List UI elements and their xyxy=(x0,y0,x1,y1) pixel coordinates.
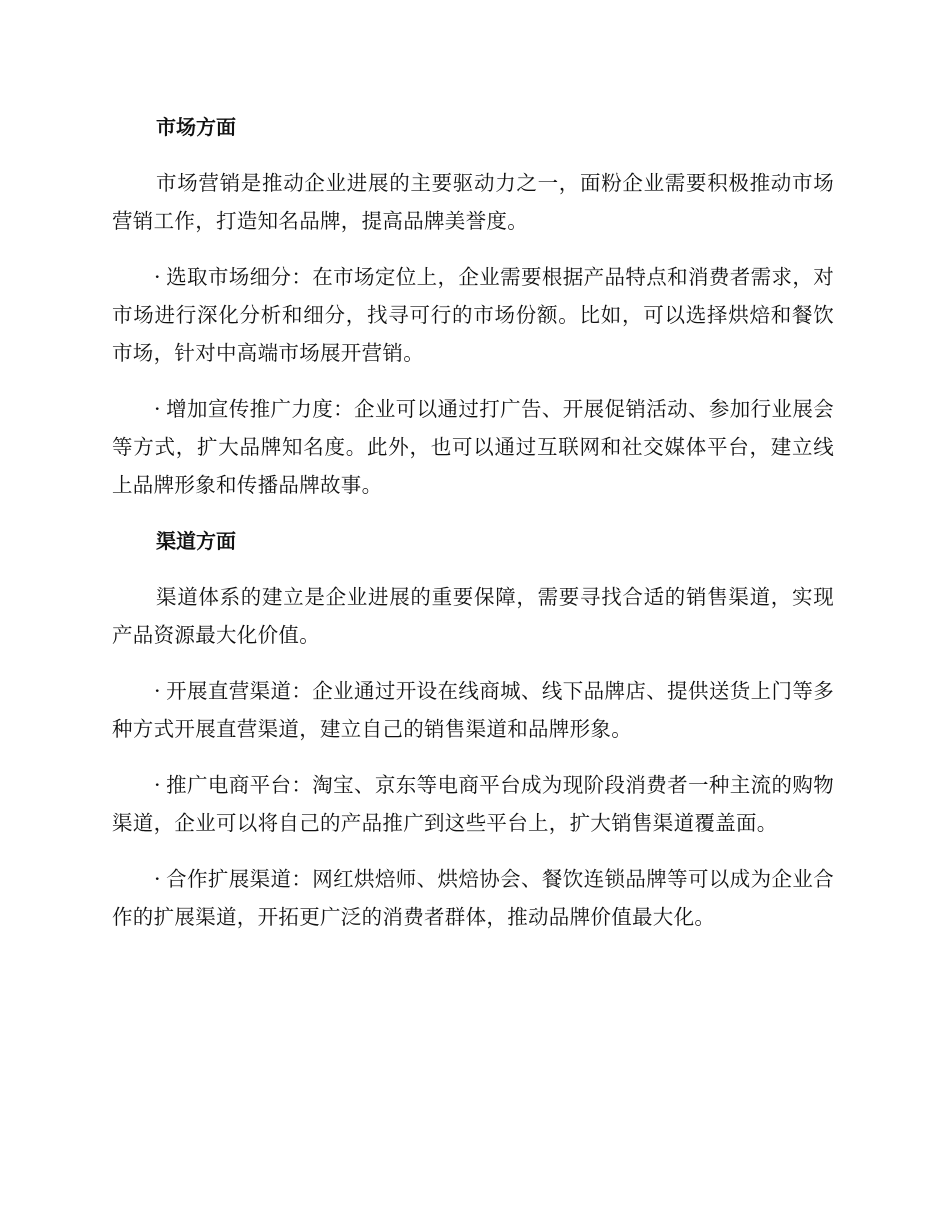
section-channel xyxy=(112,522,834,936)
bullet-paragraph xyxy=(112,672,834,748)
bullet-dot: · xyxy=(154,773,161,797)
bullet-text: 推广电商平台：淘宝、京东等电商平台成为现阶段消费者一种主流的购物渠道，企业可以将自己的产品推广到这些平台上，扩大销售渠道覆盖面。 xyxy=(112,773,834,835)
section-heading: 市场方面 xyxy=(156,115,236,139)
bullet-paragraph xyxy=(112,766,834,842)
bullet-dot: · xyxy=(154,679,161,703)
bullet-dot: · xyxy=(154,867,161,891)
bullet-text: 增加宣传推广力度：企业可以通过打广告、开展促销活动、参加行业展会等方式，扩大品牌知名度。此外，也可以通过互联网和社交媒体平台，建立线上品牌形象和传播品牌故事。 xyxy=(112,397,834,497)
document-page xyxy=(112,108,834,954)
bullet-text: 开展直营渠道：企业通过开设在线商城、线下品牌店、提供送货上门等多种方式开展直营渠道，建立自己的销售渠道和品牌形象。 xyxy=(112,679,834,741)
bullet-paragraph xyxy=(112,390,834,504)
bullet-dot: · xyxy=(154,265,161,289)
bullet-dot: · xyxy=(154,397,161,421)
section-heading: 渠道方面 xyxy=(156,529,236,553)
bullet-paragraph xyxy=(112,258,834,372)
bullet-paragraph xyxy=(112,860,834,936)
bullet-text: 合作扩展渠道：网红烘焙师、烘焙协会、餐饮连锁品牌等可以成为企业合作的扩展渠道，开拓更广泛的消费者群体，推动品牌价值最大化。 xyxy=(112,867,834,929)
section-intro: 渠道体系的建立是企业进展的重要保障，需要寻找合适的销售渠道，实现产品资源最大化价值。 xyxy=(112,585,834,647)
section-intro: 市场营销是推动企业进展的主要驱动力之一，面粉企业需要积极推动市场营销工作，打造知名品牌，提高品牌美誉度。 xyxy=(112,171,834,233)
bullet-text: 选取市场细分：在市场定位上，企业需要根据产品特点和消费者需求，对市场进行深化分析和细分，找寻可行的市场份额。比如，可以选择烘焙和餐饮市场，针对中高端市场展开营销。 xyxy=(112,265,834,365)
section-market xyxy=(112,108,834,504)
